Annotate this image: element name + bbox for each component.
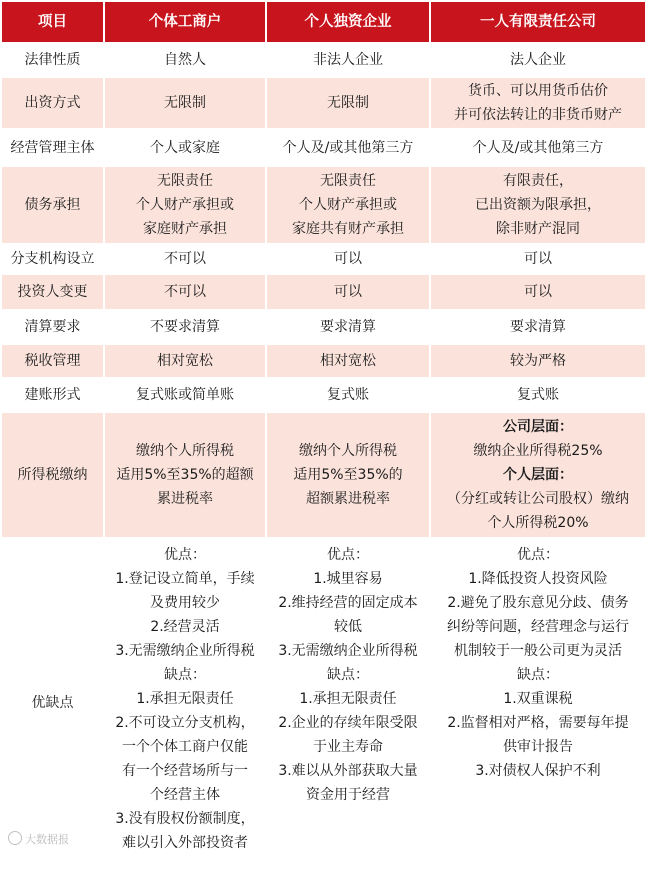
table-cell: 无限制	[266, 77, 430, 129]
row-label: 分支机构设立	[1, 244, 104, 274]
table-cell: 缴纳个人所得税 适用5%至35%的超额 累进税率	[104, 412, 266, 538]
row-label: 经营管理主体	[1, 129, 104, 166]
row-label: 优缺点	[1, 538, 104, 868]
header-row	[1, 1, 645, 43]
company-level-heading: 公司层面：	[503, 419, 573, 435]
watermark-logo-icon	[8, 831, 22, 845]
row-label: 出资方式	[1, 77, 104, 129]
table-cell: 不可以	[104, 244, 266, 274]
table-cell: 非法人企业	[266, 43, 430, 77]
table-cell: 无限责任 个人财产承担或 家庭共有财产承担	[266, 166, 430, 244]
watermark: 大数据报	[8, 831, 69, 847]
table-cell: 不要求清算	[104, 310, 266, 344]
row-label: 建账形式	[1, 378, 104, 412]
row-label: 法律性质	[1, 43, 104, 77]
personal-level-heading: 个人层面：	[503, 467, 573, 483]
table-row	[1, 274, 645, 310]
header-individual-enterprise: 个人独资企业	[266, 1, 430, 43]
table-cell: 个人或家庭	[104, 129, 266, 166]
table-cell: 复式账	[266, 378, 430, 412]
table-cell: 无限责任 个人财产承担或 家庭财产承担	[104, 166, 266, 244]
table-cell: 公司层面： 缴纳企业所得税25% 个人层面： （分红或转让公司股权）缴纳 个人所得税20%	[430, 412, 645, 538]
table-cell: 个人及/或其他第三方	[266, 129, 430, 166]
table-cell: 相对宽松	[266, 344, 430, 378]
table-row	[1, 378, 645, 412]
table-cell: 相对宽松	[104, 344, 266, 378]
table-cell: 无限制	[104, 77, 266, 129]
table-cell: 优点： 1.降低投资人投资风险 2.避免了股东意见分歧、债务 纠纷等问题，经营理念与运行 机制较于一般公司更为灵活 缺点： 1.双重课税 2.监督相对严格，需要每年提 供审计报告 3.对债权人保护不利	[430, 538, 645, 868]
table-cell: 复式账或简单账	[104, 378, 266, 412]
table-cell: 货币、可以用货币估价 并可依法转让的非货币财产	[430, 77, 645, 129]
table-cell: 法人企业	[430, 43, 645, 77]
row-label: 债务承担	[1, 166, 104, 244]
table-row	[1, 310, 645, 344]
header-one-person-llc: 一人有限责任公司	[430, 1, 645, 43]
table-cell: 可以	[266, 274, 430, 310]
table-row	[1, 166, 645, 244]
header-sole-proprietor: 个体工商户	[104, 1, 266, 43]
table-row	[1, 129, 645, 166]
table-row-pros-cons	[1, 538, 645, 868]
table-cell: 可以	[430, 244, 645, 274]
row-label: 清算要求	[1, 310, 104, 344]
row-label: 所得税缴纳	[1, 412, 104, 538]
header-item: 项目	[1, 1, 104, 43]
row-label: 投资人变更	[1, 274, 104, 310]
table-cell: 缴纳个人所得税 适用5%至35%的 超额累进税率	[266, 412, 430, 538]
table-row	[1, 244, 645, 274]
table-cell: 有限责任， 已出资额为限承担， 除非财产混同	[430, 166, 645, 244]
table-row	[1, 344, 645, 378]
table-cell: 个人及/或其他第三方	[430, 129, 645, 166]
table-cell: 优点： 1.登记设立简单，手续 及费用较少 2.经营灵活 3.无需缴纳企业所得税 缺点： 1.承担无限责任 2.不可设立分支机构， 一个个体工商户仅能 有一个经营场所与一 个经营主体 3.没有股权份额制度， 难以引入外部投资者	[104, 538, 266, 868]
table-cell: 可以	[266, 244, 430, 274]
table-row	[1, 77, 645, 129]
table-cell: 可以	[430, 274, 645, 310]
table-cell: 自然人	[104, 43, 266, 77]
table-cell: 复式账	[430, 378, 645, 412]
table-cell: 优点： 1.城里容易 2.维持经营的固定成本 较低 3.无需缴纳企业所得税 缺点： 1.承担无限责任 2.企业的存续年限受限 于业主寿命 3.难以从外部获取大量 资金用于经营	[266, 538, 430, 868]
table-cell: 较为严格	[430, 344, 645, 378]
table-row-income-tax	[1, 412, 645, 538]
row-label: 税收管理	[1, 344, 104, 378]
table-cell: 要求清算	[430, 310, 645, 344]
table-cell: 要求清算	[266, 310, 430, 344]
table-cell: 不可以	[104, 274, 266, 310]
table-row	[1, 43, 645, 77]
